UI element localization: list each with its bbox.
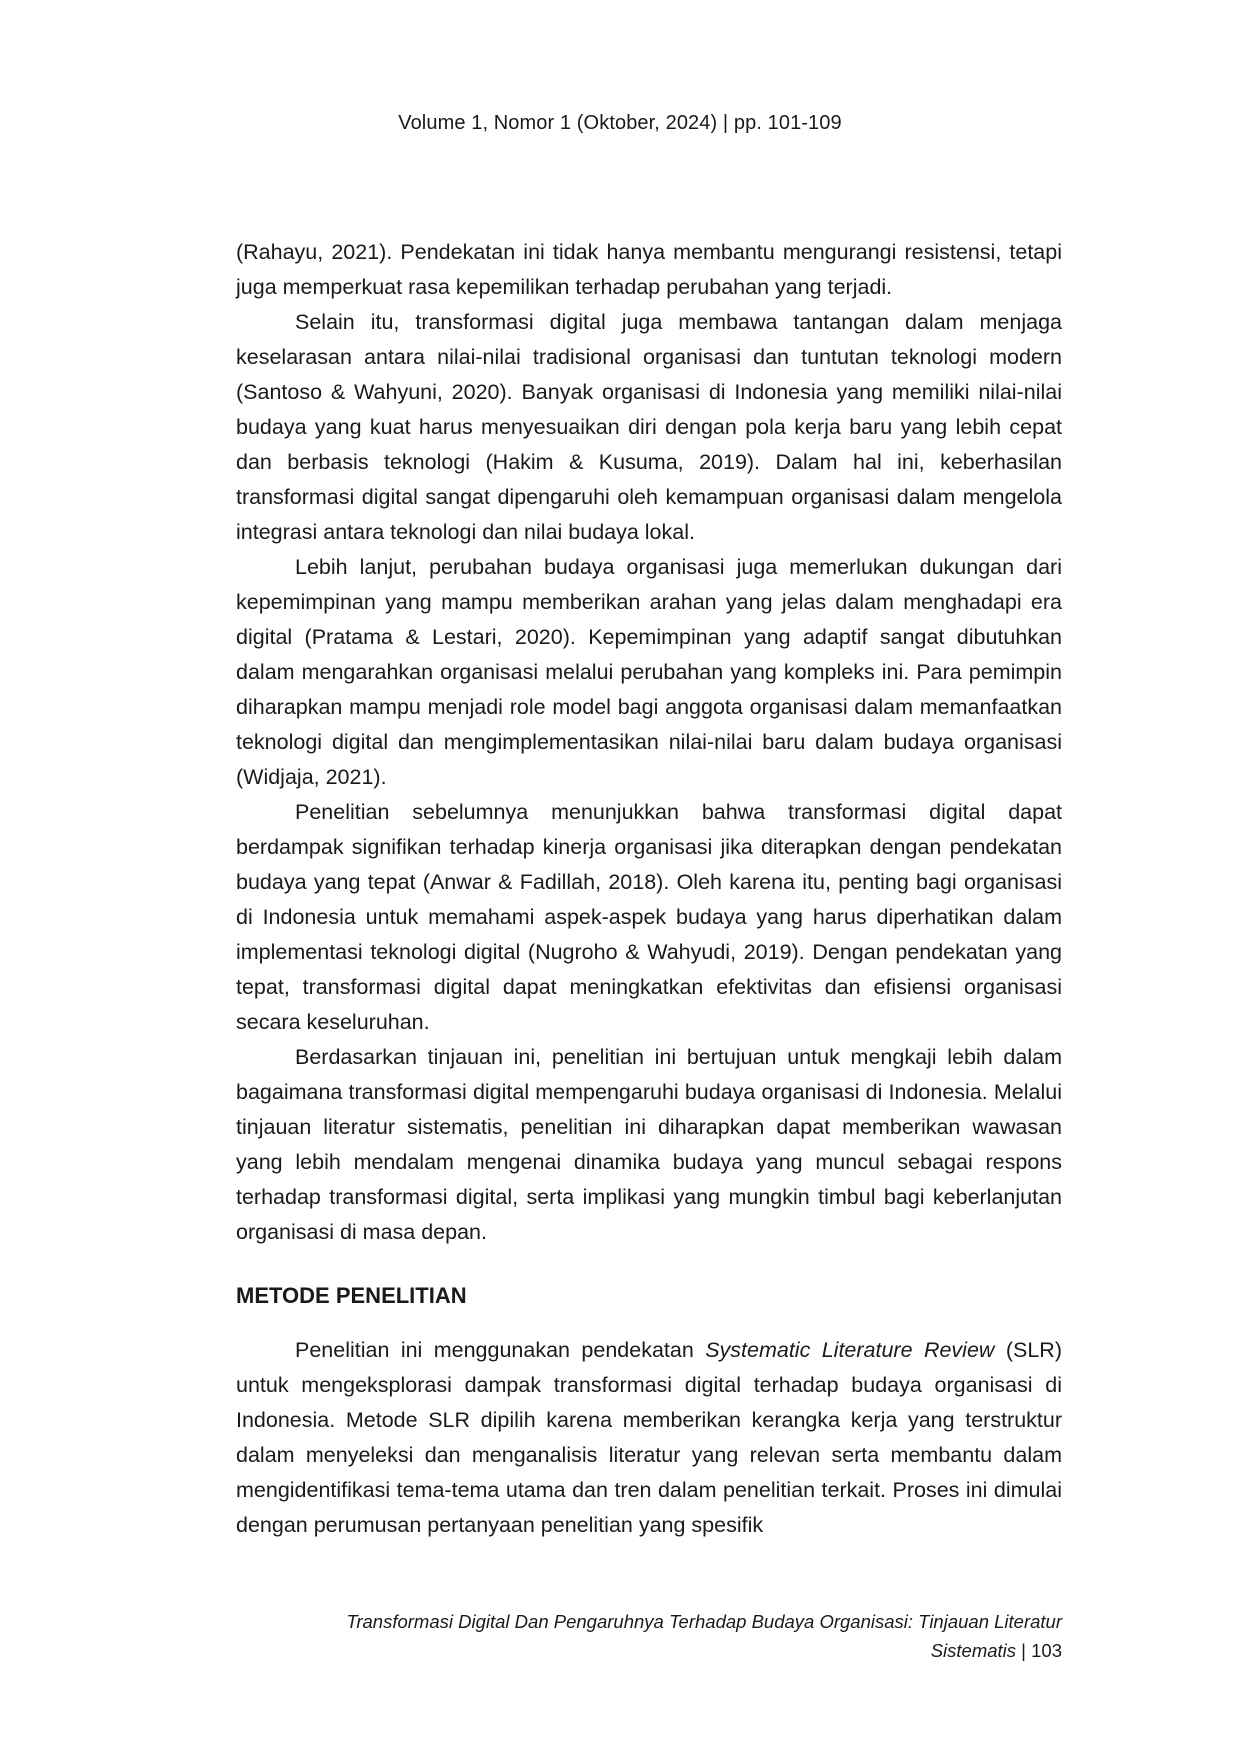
footer-article-title: Transformasi Digital Dan Pengaruhnya Terhadap Budaya Organisasi: Tinjauan Literatur xyxy=(346,1611,1062,1632)
running-header: Volume 1, Nomor 1 (Oktober, 2024) | pp. 101-109 xyxy=(398,112,842,134)
paragraph-methods xyxy=(236,1333,1062,1543)
paragraph-tradition-values: Selain itu, transformasi digital juga membawa tantangan dalam menjaga keselarasan antara nilai-nilai tradisional organisasi dan tuntutan teknologi modern (Santoso & Wahyuni, 2020). Banyak organisasi di Indonesia yang memiliki nilai-nilai budaya yang kuat harus menyesuaikan diri dengan pola kerja baru yang lebih cepat dan berbasis teknologi (Hakim & Kusuma, 2019). Dalam hal ini, keberhasilan transformasi digital sangat dipengaruhi oleh kemampuan organisasi dalam mengelola integrasi antara teknologi dan nilai budaya lokal. xyxy=(236,310,1062,544)
footer-separator: | xyxy=(1016,1640,1032,1661)
methods-text-rest: (SLR) untuk mengeksplorasi dampak transformasi digital terhadap budaya organisasi di Indonesia. Metode SLR dipilih karena memberikan kerangka kerja yang terstruktur dalam menyeleksi dan menganalisis literatur yang relevan serta membantu dalam mengidentifikasi tema-tema utama dan tren dalam penelitian terkait. Proses ini dimulai dengan perumusan pertanyaan penelitian yang spesifik xyxy=(236,1338,1062,1537)
article-body xyxy=(236,235,1062,1543)
paragraph-leadership: Lebih lanjut, perubahan budaya organisasi juga memerlukan dukungan dari kepemimpinan yang mampu memberikan arahan yang jelas dalam menghadapi era digital (Pratama & Lestari, 2020). Kepemimpinan yang adaptif sangat dibutuhkan dalam mengarahkan organisasi melalui perubahan yang kompleks ini. Para pemimpin diharapkan mampu menjadi role model bagi anggota organisasi dalam memanfaatkan teknologi digital dan mengimplementasikan nilai-nilai baru dalam budaya organisasi (Widjaja, 2021). xyxy=(236,555,1062,789)
page-number: 103 xyxy=(1031,1640,1062,1661)
paragraph-continuation: (Rahayu, 2021). Pendekatan ini tidak hanya membantu mengurangi resistensi, tetapi juga memperkuat rasa kepemilikan terhadap perubahan yang terjadi. xyxy=(236,240,1062,299)
page-footer xyxy=(236,1607,1062,1665)
section-heading-methods: METODE PENELITIAN xyxy=(236,1283,467,1308)
footer-article-title-end: Sistematis xyxy=(930,1640,1017,1661)
methods-text-start: Penelitian ini menggunakan pendekatan xyxy=(295,1338,706,1362)
paragraph-previous-research: Penelitian sebelumnya menunjukkan bahwa transformasi digital dapat berdampak signifikan terhadap kinerja organisasi jika diterapkan dengan pendekatan budaya yang tepat (Anwar & Fadillah, 2018). Oleh karena itu, penting bagi organisasi di Indonesia untuk memahami aspek-aspek budaya yang harus diperhatikan dalam implementasi teknologi digital (Nugroho & Wahyudi, 2019). Dengan pendekatan yang tepat, transformasi digital dapat meningkatkan efektivitas dan efisiensi organisasi secara keseluruhan. xyxy=(236,800,1062,1034)
methods-italic-term: Systematic Literature Review xyxy=(705,1338,995,1362)
paragraph-research-aim: Berdasarkan tinjauan ini, penelitian ini bertujuan untuk mengkaji lebih dalam bagaimana transformasi digital mempengaruhi budaya organisasi di Indonesia. Melalui tinjauan literatur sistematis, penelitian ini diharapkan dapat memberikan wawasan yang lebih mendalam mengenai dinamika budaya yang muncul sebagai respons terhadap transformasi digital, serta implikasi yang mungkin timbul bagi keberlanjutan organisasi di masa depan. xyxy=(236,1045,1062,1244)
